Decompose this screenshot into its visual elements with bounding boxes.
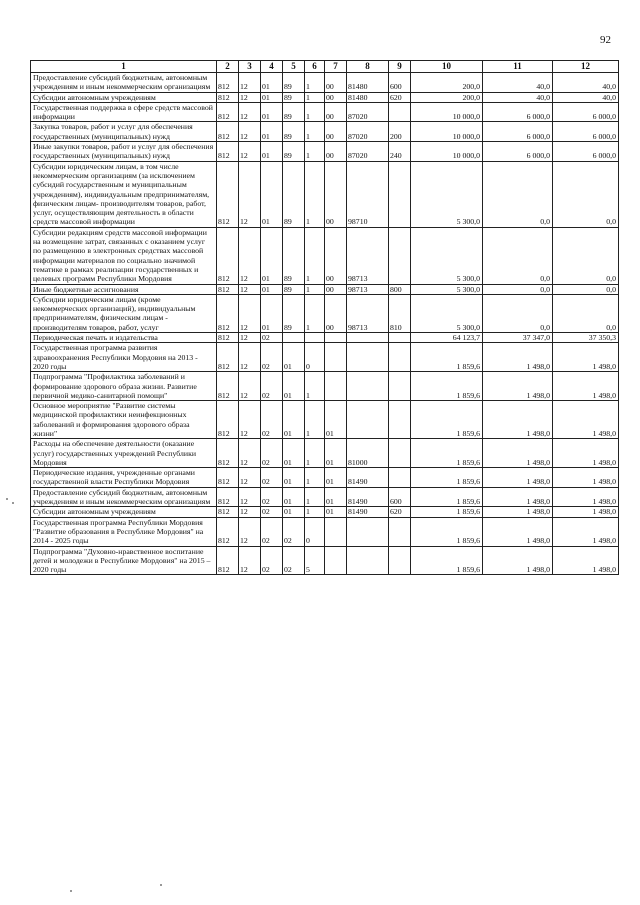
amount-year-2-cell: 40,0 <box>483 92 553 102</box>
amount-year-1-cell: 1 859,6 <box>411 343 483 372</box>
expense-type-cell: 240 <box>389 142 411 162</box>
amount-year-1-cell: 64 123,7 <box>411 333 483 343</box>
subprogram-code-cell: 1 <box>305 102 325 122</box>
subsection-code-cell: 02 <box>261 507 283 517</box>
amount-year-2-cell: 1 498,0 <box>483 546 553 575</box>
amount-year-1-cell: 200,0 <box>411 73 483 93</box>
table-row <box>31 439 619 468</box>
amount-year-2-cell: 0,0 <box>483 161 553 227</box>
table-row <box>31 73 619 93</box>
row-name-cell: Субсидии юридическим лицам, в том числе некоммерческим организациям (за исключением субсидий государственным и муниципальным учреждениям), индивидуальным предпринимателям, физическим лицам- производителям товаров, работ, услуг, осуществляющим деятельность в области средств массовой информации <box>31 161 217 227</box>
subprogram-code-cell: 1 <box>305 401 325 439</box>
ministry-code-cell: 812 <box>217 92 239 102</box>
section-code-cell: 12 <box>239 517 261 546</box>
table-body <box>31 73 619 575</box>
subprogram-code-cell: 1 <box>305 122 325 142</box>
subprogram-code-cell: 1 <box>305 284 325 294</box>
row-name-cell: Предоставление субсидий бюджетным, автономным учреждениям и иным некоммерческим организациям <box>31 73 217 93</box>
expense-type-cell: 600 <box>389 73 411 93</box>
program-code-cell: 89 <box>283 73 305 93</box>
row-name-cell: Государственная программа Республики Мордовия "Развитие образования в Республике Мордовия" на 2014 - 2025 годы <box>31 517 217 546</box>
amount-year-2-cell: 1 498,0 <box>483 487 553 507</box>
subsection-code-cell: 01 <box>261 227 283 284</box>
event-code-cell: 01 <box>325 487 347 507</box>
column-header-3: 3 <box>239 61 261 73</box>
amount-year-3-cell: 40,0 <box>553 73 619 93</box>
scan-speck <box>12 502 14 504</box>
column-header-5: 5 <box>283 61 305 73</box>
ministry-code-cell: 812 <box>217 487 239 507</box>
scan-speck <box>160 884 162 886</box>
direction-code-cell <box>347 372 389 401</box>
direction-code-cell: 98713 <box>347 227 389 284</box>
direction-code-cell: 81490 <box>347 507 389 517</box>
ministry-code-cell: 812 <box>217 546 239 575</box>
page-number: 92 <box>600 34 611 46</box>
row-name-cell: Субсидии автономным учреждениям <box>31 92 217 102</box>
subsection-code-cell: 01 <box>261 73 283 93</box>
amount-year-3-cell: 1 498,0 <box>553 343 619 372</box>
event-code-cell <box>325 546 347 575</box>
direction-code-cell <box>347 333 389 343</box>
amount-year-3-cell: 0,0 <box>553 227 619 284</box>
direction-code-cell: 81480 <box>347 73 389 93</box>
table-row <box>31 517 619 546</box>
row-name-cell: Государственная поддержка в сфере средств массовой информации <box>31 102 217 122</box>
ministry-code-cell: 812 <box>217 294 239 332</box>
subsection-code-cell: 01 <box>261 92 283 102</box>
row-name-cell: Закупка товаров, работ и услуг для обеспечения государственных (муниципальных) нужд <box>31 122 217 142</box>
section-code-cell: 12 <box>239 284 261 294</box>
program-code-cell: 89 <box>283 122 305 142</box>
amount-year-2-cell: 37 347,0 <box>483 333 553 343</box>
event-code-cell: 01 <box>325 507 347 517</box>
amount-year-3-cell: 1 498,0 <box>553 507 619 517</box>
program-code-cell: 02 <box>283 517 305 546</box>
subprogram-code-cell: 1 <box>305 92 325 102</box>
amount-year-2-cell: 1 498,0 <box>483 372 553 401</box>
ministry-code-cell: 812 <box>217 507 239 517</box>
subprogram-code-cell: 1 <box>305 142 325 162</box>
section-code-cell: 12 <box>239 294 261 332</box>
amount-year-3-cell: 6 000,0 <box>553 102 619 122</box>
subsection-code-cell: 01 <box>261 142 283 162</box>
amount-year-2-cell: 1 498,0 <box>483 343 553 372</box>
subprogram-code-cell: 1 <box>305 372 325 401</box>
budget-table <box>30 60 619 575</box>
expense-type-cell: 810 <box>389 294 411 332</box>
amount-year-1-cell: 5 300,0 <box>411 227 483 284</box>
ministry-code-cell: 812 <box>217 333 239 343</box>
section-code-cell: 12 <box>239 102 261 122</box>
subprogram-code-cell: 5 <box>305 546 325 575</box>
event-code-cell: 01 <box>325 401 347 439</box>
program-code-cell: 01 <box>283 468 305 488</box>
amount-year-1-cell: 200,0 <box>411 92 483 102</box>
expense-type-cell: 620 <box>389 507 411 517</box>
table-row <box>31 142 619 162</box>
amount-year-2-cell: 1 498,0 <box>483 439 553 468</box>
amount-year-3-cell: 6 000,0 <box>553 142 619 162</box>
section-code-cell: 12 <box>239 161 261 227</box>
expense-type-cell <box>389 333 411 343</box>
subsection-code-cell: 01 <box>261 122 283 142</box>
amount-year-3-cell: 0,0 <box>553 284 619 294</box>
event-code-cell: 00 <box>325 142 347 162</box>
amount-year-1-cell: 1 859,6 <box>411 546 483 575</box>
amount-year-1-cell: 1 859,6 <box>411 401 483 439</box>
amount-year-2-cell: 6 000,0 <box>483 142 553 162</box>
program-code-cell: 89 <box>283 102 305 122</box>
program-code-cell <box>283 333 305 343</box>
table-row <box>31 294 619 332</box>
subprogram-code-cell: 1 <box>305 507 325 517</box>
ministry-code-cell: 812 <box>217 161 239 227</box>
table-row <box>31 343 619 372</box>
amount-year-3-cell: 1 498,0 <box>553 372 619 401</box>
amount-year-2-cell: 1 498,0 <box>483 507 553 517</box>
direction-code-cell <box>347 546 389 575</box>
subsection-code-cell: 02 <box>261 468 283 488</box>
amount-year-3-cell: 1 498,0 <box>553 468 619 488</box>
subsection-code-cell: 02 <box>261 517 283 546</box>
event-code-cell: 00 <box>325 92 347 102</box>
direction-code-cell: 98713 <box>347 294 389 332</box>
amount-year-1-cell: 1 859,6 <box>411 372 483 401</box>
amount-year-1-cell: 5 300,0 <box>411 294 483 332</box>
program-code-cell: 89 <box>283 161 305 227</box>
table-row <box>31 102 619 122</box>
direction-code-cell: 98710 <box>347 161 389 227</box>
table-row <box>31 372 619 401</box>
program-code-cell: 89 <box>283 92 305 102</box>
scan-speck <box>70 890 72 892</box>
row-name-cell: Субсидии автономным учреждениям <box>31 507 217 517</box>
table-row <box>31 401 619 439</box>
row-name-cell: Иные закупки товаров, работ и услуг для обеспечения государственных (муниципальных) нужд <box>31 142 217 162</box>
table-row <box>31 333 619 343</box>
program-code-cell: 01 <box>283 487 305 507</box>
amount-year-3-cell: 1 498,0 <box>553 401 619 439</box>
expense-type-cell <box>389 468 411 488</box>
amount-year-1-cell: 5 300,0 <box>411 284 483 294</box>
direction-code-cell: 81480 <box>347 92 389 102</box>
column-header-10: 10 <box>411 61 483 73</box>
expense-type-cell <box>389 546 411 575</box>
row-name-cell: Субсидии юридическим лицам (кроме некоммерческих организаций), индивидуальным предпринимателям, физическим лицам - производителям товаров, работ, услуг <box>31 294 217 332</box>
row-name-cell: Расходы на обеспечение деятельности (оказание услуг) государственных учреждений Республики Мордовия <box>31 439 217 468</box>
amount-year-2-cell: 0,0 <box>483 227 553 284</box>
program-code-cell: 01 <box>283 439 305 468</box>
program-code-cell: 89 <box>283 227 305 284</box>
amount-year-2-cell: 0,0 <box>483 284 553 294</box>
direction-code-cell: 87020 <box>347 102 389 122</box>
section-code-cell: 12 <box>239 92 261 102</box>
section-code-cell: 12 <box>239 439 261 468</box>
ministry-code-cell: 812 <box>217 468 239 488</box>
event-code-cell: 01 <box>325 468 347 488</box>
amount-year-1-cell: 1 859,6 <box>411 507 483 517</box>
expense-type-cell: 620 <box>389 92 411 102</box>
subprogram-code-cell: 1 <box>305 487 325 507</box>
amount-year-1-cell: 10 000,0 <box>411 102 483 122</box>
program-code-cell: 89 <box>283 142 305 162</box>
table-row <box>31 284 619 294</box>
event-code-cell: 00 <box>325 73 347 93</box>
direction-code-cell: 81490 <box>347 468 389 488</box>
subprogram-code-cell: 1 <box>305 73 325 93</box>
event-code-cell <box>325 333 347 343</box>
row-name-cell: Предоставление субсидий бюджетным, автономным учреждениям и иным некоммерческим организациям <box>31 487 217 507</box>
amount-year-2-cell: 1 498,0 <box>483 468 553 488</box>
amount-year-3-cell: 1 498,0 <box>553 517 619 546</box>
table-header-row <box>31 61 619 73</box>
ministry-code-cell: 812 <box>217 439 239 468</box>
table-row <box>31 122 619 142</box>
row-name-cell: Периодическая печать и издательства <box>31 333 217 343</box>
event-code-cell: 00 <box>325 161 347 227</box>
table-row <box>31 468 619 488</box>
event-code-cell: 00 <box>325 284 347 294</box>
amount-year-3-cell: 1 498,0 <box>553 546 619 575</box>
amount-year-3-cell: 6 000,0 <box>553 122 619 142</box>
ministry-code-cell: 812 <box>217 343 239 372</box>
section-code-cell: 12 <box>239 507 261 517</box>
amount-year-2-cell: 6 000,0 <box>483 122 553 142</box>
program-code-cell: 01 <box>283 372 305 401</box>
ministry-code-cell: 812 <box>217 122 239 142</box>
event-code-cell: 00 <box>325 122 347 142</box>
row-name-cell: Подпрограмма "Профилактика заболеваний и формирование здорового образа жизни. Развитие первичной медико-санитарной помощи" <box>31 372 217 401</box>
ministry-code-cell: 812 <box>217 517 239 546</box>
amount-year-1-cell: 1 859,6 <box>411 439 483 468</box>
program-code-cell: 89 <box>283 284 305 294</box>
expense-type-cell <box>389 343 411 372</box>
amount-year-2-cell: 1 498,0 <box>483 517 553 546</box>
expense-type-cell <box>389 227 411 284</box>
column-header-6: 6 <box>305 61 325 73</box>
amount-year-2-cell: 1 498,0 <box>483 401 553 439</box>
section-code-cell: 12 <box>239 546 261 575</box>
column-header-4: 4 <box>261 61 283 73</box>
section-code-cell: 12 <box>239 343 261 372</box>
table-row <box>31 227 619 284</box>
event-code-cell <box>325 517 347 546</box>
expense-type-cell <box>389 372 411 401</box>
amount-year-1-cell: 10 000,0 <box>411 122 483 142</box>
table-row <box>31 487 619 507</box>
direction-code-cell: 81490 <box>347 487 389 507</box>
subsection-code-cell: 01 <box>261 102 283 122</box>
amount-year-1-cell: 5 300,0 <box>411 161 483 227</box>
amount-year-3-cell: 1 498,0 <box>553 487 619 507</box>
subsection-code-cell: 02 <box>261 439 283 468</box>
subprogram-code-cell: 1 <box>305 439 325 468</box>
section-code-cell: 12 <box>239 122 261 142</box>
direction-code-cell <box>347 343 389 372</box>
program-code-cell: 01 <box>283 343 305 372</box>
subprogram-code-cell: 0 <box>305 517 325 546</box>
subsection-code-cell: 02 <box>261 546 283 575</box>
amount-year-1-cell: 1 859,6 <box>411 468 483 488</box>
section-code-cell: 12 <box>239 401 261 439</box>
amount-year-3-cell: 40,0 <box>553 92 619 102</box>
subsection-code-cell: 02 <box>261 487 283 507</box>
row-name-cell: Иные бюджетные ассигнования <box>31 284 217 294</box>
event-code-cell <box>325 343 347 372</box>
amount-year-3-cell: 0,0 <box>553 294 619 332</box>
section-code-cell: 12 <box>239 73 261 93</box>
section-code-cell: 12 <box>239 468 261 488</box>
direction-code-cell <box>347 517 389 546</box>
subprogram-code-cell: 1 <box>305 468 325 488</box>
expense-type-cell <box>389 439 411 468</box>
program-code-cell: 02 <box>283 546 305 575</box>
ministry-code-cell: 812 <box>217 142 239 162</box>
subprogram-code-cell: 1 <box>305 227 325 284</box>
subprogram-code-cell: 0 <box>305 343 325 372</box>
direction-code-cell: 98713 <box>347 284 389 294</box>
section-code-cell: 12 <box>239 142 261 162</box>
subprogram-code-cell <box>305 333 325 343</box>
direction-code-cell: 87020 <box>347 142 389 162</box>
expense-type-cell <box>389 161 411 227</box>
subprogram-code-cell: 1 <box>305 161 325 227</box>
ministry-code-cell: 812 <box>217 372 239 401</box>
program-code-cell: 01 <box>283 507 305 517</box>
amount-year-1-cell: 10 000,0 <box>411 142 483 162</box>
subsection-code-cell: 02 <box>261 333 283 343</box>
table-row <box>31 92 619 102</box>
row-name-cell: Подпрограмма "Духовно-нравственное воспитание детей и молодежи в Республике Мордовия" на 2015 – 2020 годы <box>31 546 217 575</box>
amount-year-2-cell: 0,0 <box>483 294 553 332</box>
ministry-code-cell: 812 <box>217 284 239 294</box>
row-name-cell: Основное мероприятие "Развитие системы медицинской профилактики неинфекционных заболеваний и формирования здорового образа жизни" <box>31 401 217 439</box>
expense-type-cell <box>389 102 411 122</box>
subsection-code-cell: 01 <box>261 161 283 227</box>
row-name-cell: Периодические издания, учрежденные органами государственной власти Республики Мордовия <box>31 468 217 488</box>
amount-year-2-cell: 6 000,0 <box>483 102 553 122</box>
ministry-code-cell: 812 <box>217 102 239 122</box>
expense-type-cell: 800 <box>389 284 411 294</box>
table-row <box>31 161 619 227</box>
row-name-cell: Субсидии редакциям средств массовой информации на возмещение затрат, связанных с оказанием услуг по размещению в электронных средствах массовой информации материалов по социально значимой тематике в рамках реализации государственных и целевых программ Республики Мордовия <box>31 227 217 284</box>
column-header-7: 7 <box>325 61 347 73</box>
column-header-11: 11 <box>483 61 553 73</box>
ministry-code-cell: 812 <box>217 227 239 284</box>
program-code-cell: 89 <box>283 294 305 332</box>
amount-year-3-cell: 0,0 <box>553 161 619 227</box>
ministry-code-cell: 812 <box>217 401 239 439</box>
direction-code-cell: 87020 <box>347 122 389 142</box>
event-code-cell: 00 <box>325 294 347 332</box>
column-header-12: 12 <box>553 61 619 73</box>
event-code-cell: 00 <box>325 227 347 284</box>
column-header-1: 1 <box>31 61 217 73</box>
column-header-2: 2 <box>217 61 239 73</box>
subsection-code-cell: 01 <box>261 284 283 294</box>
subsection-code-cell: 02 <box>261 372 283 401</box>
scan-speck <box>6 498 8 500</box>
expense-type-cell <box>389 401 411 439</box>
amount-year-2-cell: 40,0 <box>483 73 553 93</box>
column-header-8: 8 <box>347 61 389 73</box>
amount-year-1-cell: 1 859,6 <box>411 517 483 546</box>
expense-type-cell: 200 <box>389 122 411 142</box>
section-code-cell: 12 <box>239 372 261 401</box>
event-code-cell: 00 <box>325 102 347 122</box>
subsection-code-cell: 02 <box>261 401 283 439</box>
subsection-code-cell: 02 <box>261 343 283 372</box>
amount-year-1-cell: 1 859,6 <box>411 487 483 507</box>
row-name-cell: Государственная программа развития здравоохранения Республики Мордовия на 2013 - 2020 годы <box>31 343 217 372</box>
program-code-cell: 01 <box>283 401 305 439</box>
subsection-code-cell: 01 <box>261 294 283 332</box>
event-code-cell <box>325 372 347 401</box>
subprogram-code-cell: 1 <box>305 294 325 332</box>
direction-code-cell: 81000 <box>347 439 389 468</box>
ministry-code-cell: 812 <box>217 73 239 93</box>
section-code-cell: 12 <box>239 487 261 507</box>
table-row <box>31 507 619 517</box>
expense-type-cell <box>389 517 411 546</box>
amount-year-3-cell: 1 498,0 <box>553 439 619 468</box>
expense-type-cell: 600 <box>389 487 411 507</box>
event-code-cell: 01 <box>325 439 347 468</box>
section-code-cell: 12 <box>239 333 261 343</box>
table-row <box>31 546 619 575</box>
section-code-cell: 12 <box>239 227 261 284</box>
amount-year-3-cell: 37 350,3 <box>553 333 619 343</box>
column-header-9: 9 <box>389 61 411 73</box>
direction-code-cell <box>347 401 389 439</box>
